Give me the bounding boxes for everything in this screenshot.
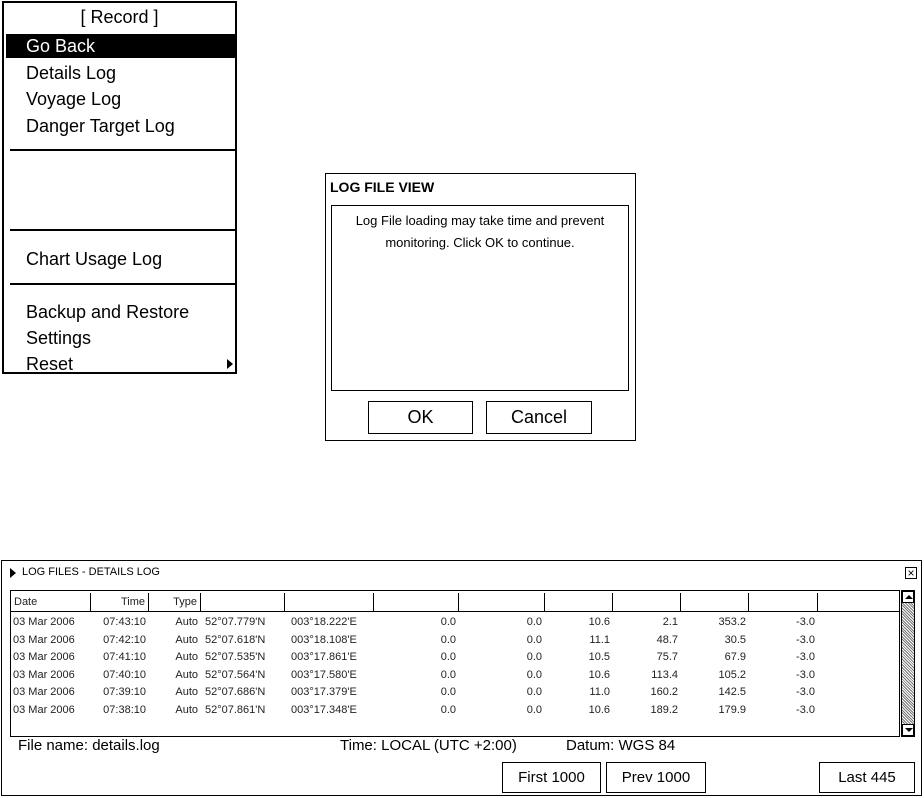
table-cell: 0.0	[526, 668, 542, 681]
header-divider	[11, 611, 899, 612]
header-col6[interactable]	[374, 593, 459, 611]
header-type[interactable]: Type	[149, 593, 201, 611]
table-cell: -3.0	[796, 651, 815, 663]
last-445-button[interactable]: Last 445	[819, 762, 915, 793]
table-cell: 0.0	[526, 616, 542, 628]
table-row[interactable]	[11, 684, 900, 701]
header-col8[interactable]	[545, 593, 613, 611]
table-cell: 179.9	[718, 703, 746, 716]
table-cell: 03 Mar 2006	[13, 703, 75, 716]
header-time[interactable]: Time	[91, 593, 149, 611]
table-cell: 0.0	[440, 633, 456, 646]
table-cell: 07:38:10	[103, 703, 146, 716]
table-cell: 10.6	[588, 668, 610, 681]
menu-item-details-log[interactable]: Details Log	[26, 63, 117, 83]
table-cell: -3.0	[796, 633, 815, 646]
table-cell: 0.0	[440, 668, 456, 681]
table-row[interactable]	[11, 632, 900, 649]
table-cell: 03 Mar 2006	[13, 686, 75, 698]
menu-item-settings[interactable]: Settings	[26, 328, 92, 348]
table-cell: 003°17.861'E	[291, 651, 357, 663]
table-cell: 003°18.108'E	[291, 633, 357, 646]
header-col9[interactable]	[613, 593, 681, 611]
table-cell: 11.1	[589, 633, 610, 646]
table-cell: 003°17.379'E	[291, 686, 357, 698]
table-cell: 189.2	[650, 703, 678, 716]
table-row[interactable]	[11, 667, 900, 684]
file-name-label: File name: details.log	[18, 737, 160, 754]
submenu-arrow-icon	[227, 359, 233, 369]
table-cell: Auto	[175, 668, 198, 681]
menu-divider	[10, 149, 235, 151]
record-menu	[2, 1, 237, 374]
table-cell: 003°18.222'E	[291, 616, 357, 628]
table-cell: 52°07.564'N	[205, 668, 266, 681]
table-cell: 03 Mar 2006	[13, 616, 75, 628]
table-cell: 0.0	[526, 703, 542, 716]
table-cell: 07:39:10	[103, 686, 146, 698]
table-cell: 52°07.686'N	[205, 686, 266, 698]
table-cell: 07:41:10	[103, 651, 146, 663]
table-cell: -3.0	[796, 616, 815, 628]
table-cell: 10.5	[588, 651, 610, 663]
menu-title: [ Record ]	[80, 7, 159, 27]
header-col12[interactable]	[818, 593, 900, 611]
table-cell: 003°17.580'E	[291, 668, 357, 681]
dialog-title: LOG FILE VIEW	[330, 179, 435, 195]
table-cell: Auto	[175, 616, 198, 628]
table-cell: 142.5	[718, 686, 746, 698]
menu-item-backup-restore[interactable]: Backup and Restore	[26, 302, 190, 322]
table-cell: 11.0	[589, 686, 610, 698]
ok-button[interactable]: OK	[368, 401, 473, 434]
vertical-scrollbar[interactable]	[901, 590, 915, 737]
table-cell: 75.7	[656, 651, 678, 663]
table-cell: -3.0	[796, 703, 815, 716]
menu-item-voyage-log[interactable]: Voyage Log	[26, 89, 122, 109]
table-cell: 113.4	[651, 668, 678, 681]
table-cell: Auto	[175, 651, 198, 663]
table-row[interactable]	[11, 702, 900, 719]
table-cell: 52°07.618'N	[205, 633, 266, 646]
table-cell: 52°07.861'N	[205, 703, 266, 716]
table-cell: 52°07.779'N	[205, 616, 266, 628]
table-cell: Auto	[175, 703, 198, 716]
menu-item-chart-usage-log[interactable]: Chart Usage Log	[26, 249, 163, 269]
table-cell: Auto	[175, 686, 198, 698]
datum-label: Datum: WGS 84	[566, 737, 676, 754]
table-cell: 003°17.348'E	[291, 703, 357, 716]
window-title: LOG FILES - DETAILS LOG	[22, 566, 160, 578]
table-cell: 0.0	[440, 703, 456, 716]
window-triangle-icon	[10, 568, 16, 578]
table-cell: 07:40:10	[103, 668, 146, 681]
table-cell: -3.0	[796, 668, 815, 681]
table-cell: 160.2	[650, 686, 678, 698]
details-log-window	[1, 560, 922, 796]
log-file-view-dialog	[325, 173, 636, 441]
log-table	[10, 590, 900, 737]
table-cell: 03 Mar 2006	[13, 633, 75, 646]
table-cell: 0.0	[526, 686, 542, 698]
table-cell: Auto	[175, 633, 198, 646]
header-latitude[interactable]	[201, 593, 285, 611]
table-cell: 0.0	[440, 686, 456, 698]
table-cell: 10.6	[588, 703, 610, 716]
table-cell: 30.5	[724, 633, 746, 646]
table-row[interactable]	[11, 614, 900, 631]
table-cell: -3.0	[796, 686, 815, 698]
table-cell: 07:42:10	[103, 633, 146, 646]
prev-1000-button[interactable]: Prev 1000	[606, 762, 706, 793]
header-col7[interactable]	[459, 593, 545, 611]
header-col10[interactable]	[681, 593, 749, 611]
arrow-up-icon	[905, 595, 913, 599]
menu-divider	[10, 229, 235, 231]
table-cell: 0.0	[526, 633, 542, 646]
table-cell: 07:43:10	[103, 616, 146, 628]
menu-item-danger-target-log[interactable]: Danger Target Log	[26, 116, 175, 136]
table-cell: 03 Mar 2006	[13, 668, 75, 681]
table-cell: 0.0	[440, 651, 456, 663]
table-cell: 0.0	[526, 651, 542, 663]
table-cell: 03 Mar 2006	[13, 651, 75, 663]
table-cell: 52°07.535'N	[205, 651, 266, 663]
header-date[interactable]: Date	[11, 593, 91, 611]
time-label: Time: LOCAL (UTC +2:00)	[340, 737, 517, 754]
cancel-button[interactable]: Cancel	[486, 401, 592, 434]
menu-item-go-back[interactable]: Go Back	[6, 34, 236, 58]
dialog-message: Log File loading may take time and prevent monitoring. Click OK to continue.	[355, 213, 605, 250]
scroll-up-button[interactable]	[902, 591, 914, 603]
table-cell: 10.6	[588, 616, 610, 628]
header-col11[interactable]	[749, 593, 818, 611]
table-cell: 67.9	[724, 651, 746, 663]
dialog-message-box	[331, 205, 629, 391]
table-cell: 0.0	[440, 616, 456, 628]
scroll-down-button[interactable]	[902, 724, 914, 736]
menu-divider	[10, 283, 235, 285]
first-1000-button[interactable]: First 1000	[502, 762, 601, 793]
arrow-down-icon	[905, 728, 913, 732]
menu-item-reset-label: Reset	[26, 354, 74, 374]
table-cell: 105.2	[718, 668, 746, 681]
table-cell: 48.7	[656, 633, 678, 646]
menu-item-reset[interactable]	[6, 352, 236, 376]
table-cell: 353.2	[718, 616, 746, 628]
table-cell: 2.1	[662, 616, 678, 628]
table-row[interactable]	[11, 649, 900, 666]
header-longitude[interactable]	[285, 593, 374, 611]
close-icon[interactable]: ×	[905, 567, 917, 579]
